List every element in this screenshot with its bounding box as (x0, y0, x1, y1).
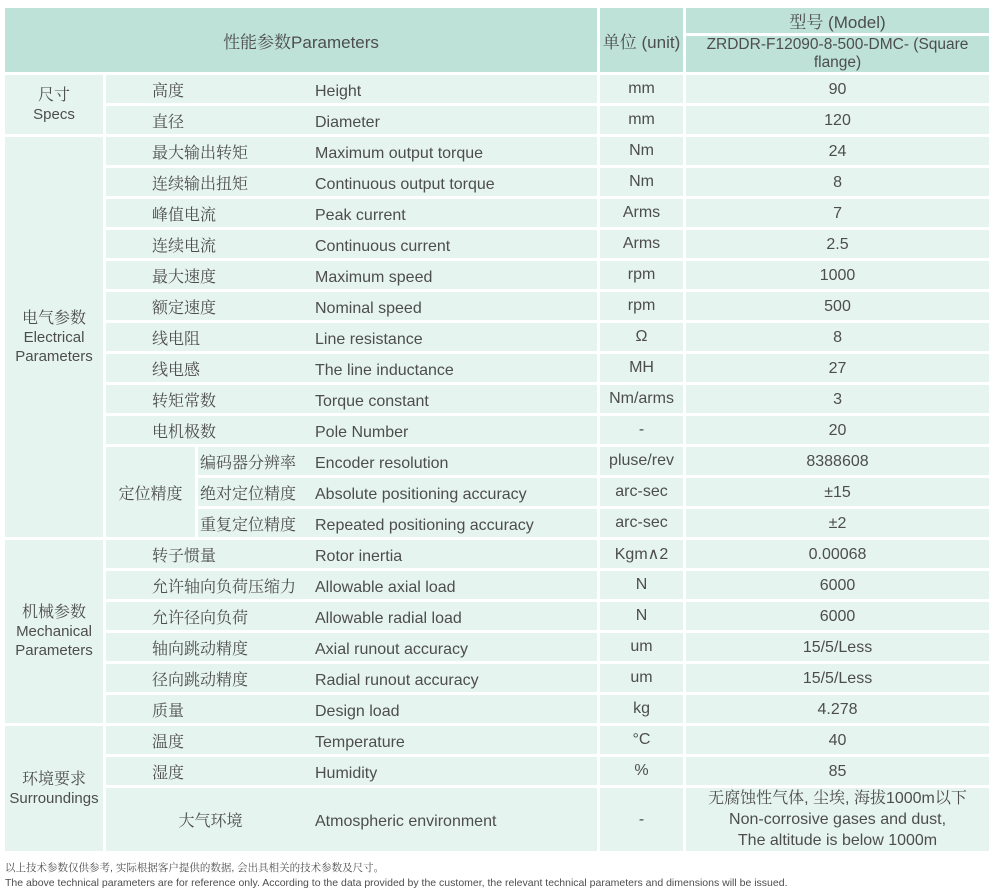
cell-label: 额定速度 Nominal speed (106, 292, 597, 320)
cell-label: 线电感 The line inductance (106, 354, 597, 382)
cell-unit: Arms (600, 199, 683, 227)
cell-unit: Nm/arms (600, 385, 683, 413)
cell-label: 连续输出扭矩 Continuous output torque (106, 168, 597, 196)
footnote (5, 861, 1000, 890)
cell-value: 8388608 (686, 447, 989, 475)
cell-unit: um (600, 633, 683, 661)
header-parameters: 性能参数Parameters (5, 8, 597, 72)
cell-label: 高度 Height (106, 75, 597, 103)
cell-value: 20 (686, 416, 989, 444)
table-row (5, 695, 989, 723)
cell-unit: N (600, 602, 683, 630)
table-row (5, 757, 989, 785)
cell-value: 15/5/Less (686, 664, 989, 692)
cell-unit: Arms (600, 230, 683, 258)
cell-unit: arc-sec (600, 509, 683, 537)
cell-unit: mm (600, 75, 683, 103)
cell-value: ±15 (686, 478, 989, 506)
table-row (5, 199, 989, 227)
cell-label: 最大输出转矩 Maximum output torque (106, 137, 597, 165)
cell-value: 0.00068 (686, 540, 989, 568)
table-row (5, 602, 989, 630)
section-label-cn: 电气参数 (21, 309, 86, 327)
cell-value: 40 (686, 726, 989, 754)
table-row (5, 323, 989, 351)
cell-label: 温度 Temperature (106, 726, 597, 754)
cell-value: 无腐蚀性气体, 尘埃, 海拔1000m以下 Non-corrosive gases and dust, The altitude is below 1000m (686, 788, 989, 851)
section-label-cn: 尺寸 (37, 86, 70, 104)
cell-label: 转矩常数 Torque constant (106, 385, 597, 413)
cell-label: 质量 Design load (106, 695, 597, 723)
cell-value: 500 (686, 292, 989, 320)
cell-label: 最大速度 Maximum speed (106, 261, 597, 289)
cell-value: ±2 (686, 509, 989, 537)
section-specs (5, 75, 103, 134)
cell-unit: arc-sec (600, 478, 683, 506)
cell-value: 8 (686, 323, 989, 351)
table-row (5, 75, 989, 103)
cell-unit: Ω (600, 323, 683, 351)
table-row (5, 106, 989, 134)
cell-unit: % (600, 757, 683, 785)
cell-label: 编码器分辨率 Encoder resolution (198, 447, 597, 475)
cell-value: 24 (686, 137, 989, 165)
header-row (5, 8, 989, 33)
table-row (5, 168, 989, 196)
cell-label: 重复定位精度 Repeated positioning accuracy (198, 509, 597, 537)
table-row (5, 137, 989, 165)
cell-unit: Nm (600, 137, 683, 165)
cell-value: 120 (686, 106, 989, 134)
cell-label: 径向跳动精度 Radial runout accuracy (106, 664, 597, 692)
table-row (5, 261, 989, 289)
footnote-en: The above technical parameters are for reference only. According to the data provided by the customer, the relevant technical parameters and dimensions will be issued. (5, 877, 788, 889)
cell-label: 连续电流 Continuous current (106, 230, 597, 258)
cell-label: 轴向跳动精度 Axial runout accuracy (106, 633, 597, 661)
section-mechanical (5, 540, 103, 723)
section-label-cn: 环境要求 (21, 770, 86, 788)
cell-unit: rpm (600, 292, 683, 320)
cell-value: 4.278 (686, 695, 989, 723)
section-electrical (5, 137, 103, 537)
table-row (5, 354, 989, 382)
table-row (5, 385, 989, 413)
table-row (5, 230, 989, 258)
section-label-en: Electrical Parameters (15, 328, 93, 365)
cell-unit: MH (600, 354, 683, 382)
table-row (5, 633, 989, 661)
section-label-en: Surroundings (9, 789, 99, 807)
cell-value: 27 (686, 354, 989, 382)
cell-label: 转子惯量 Rotor inertia (106, 540, 597, 568)
cell-label: 允许轴向负荷压缩力 Allowable axial load (106, 571, 597, 599)
table-row (5, 664, 989, 692)
section-surroundings (5, 726, 103, 851)
cell-label: 电机极数 Pole Number (106, 416, 597, 444)
cell-value: 15/5/Less (686, 633, 989, 661)
cell-label: 允许径向负荷 Allowable radial load (106, 602, 597, 630)
cell-label: 湿度 Humidity (106, 757, 597, 785)
cell-unit: kg (600, 695, 683, 723)
group-positioning-accuracy: 定位精度 (106, 447, 195, 537)
section-label-cn: 机械参数 (21, 604, 86, 621)
cell-value: 85 (686, 757, 989, 785)
table-row (5, 788, 989, 851)
cell-unit: N (600, 571, 683, 599)
cell-value: 6000 (686, 571, 989, 599)
cell-unit: rpm (600, 261, 683, 289)
table-row (5, 416, 989, 444)
cell-unit: - (600, 788, 683, 851)
cell-label: 峰值电流 Peak current (106, 199, 597, 227)
cell-value: 2.5 (686, 230, 989, 258)
cell-unit: Kgm∧2 (600, 540, 683, 568)
table-row (5, 571, 989, 599)
footnote-cn: 以上技术参数仅供参考, 实际根据客户提供的数据, 会出具相关的技术参数及尺寸。 (5, 862, 385, 874)
cell-unit: Nm (600, 168, 683, 196)
table-row (5, 292, 989, 320)
cell-value: 3 (686, 385, 989, 413)
section-label-en: Mechanical Parameters (15, 623, 93, 659)
cell-unit: um (600, 664, 683, 692)
cell-label: 绝对定位精度 Absolute positioning accuracy (198, 478, 597, 506)
cell-unit: mm (600, 106, 683, 134)
cell-unit: - (600, 416, 683, 444)
cell-unit: pluse/rev (600, 447, 683, 475)
cell-unit: °C (600, 726, 683, 754)
header-model-value: ZRDDR-F12090-8-500-DMC- (Square flange) (686, 36, 989, 72)
header-model: 型号 (Model) (686, 8, 989, 33)
spec-table (2, 5, 992, 854)
table-row (5, 726, 989, 754)
section-label-en: Specs (33, 105, 75, 123)
cell-value: 8 (686, 168, 989, 196)
table-row (5, 540, 989, 568)
cell-value: 6000 (686, 602, 989, 630)
cell-label: 直径 Diameter (106, 106, 597, 134)
cell-label: 大气环境 Atmospheric environment (106, 788, 597, 851)
table-row (5, 447, 989, 475)
cell-label: 线电阻 Line resistance (106, 323, 597, 351)
header-unit: 单位 (unit) (600, 8, 683, 72)
cell-value: 7 (686, 199, 989, 227)
cell-value: 1000 (686, 261, 989, 289)
cell-value: 90 (686, 75, 989, 103)
